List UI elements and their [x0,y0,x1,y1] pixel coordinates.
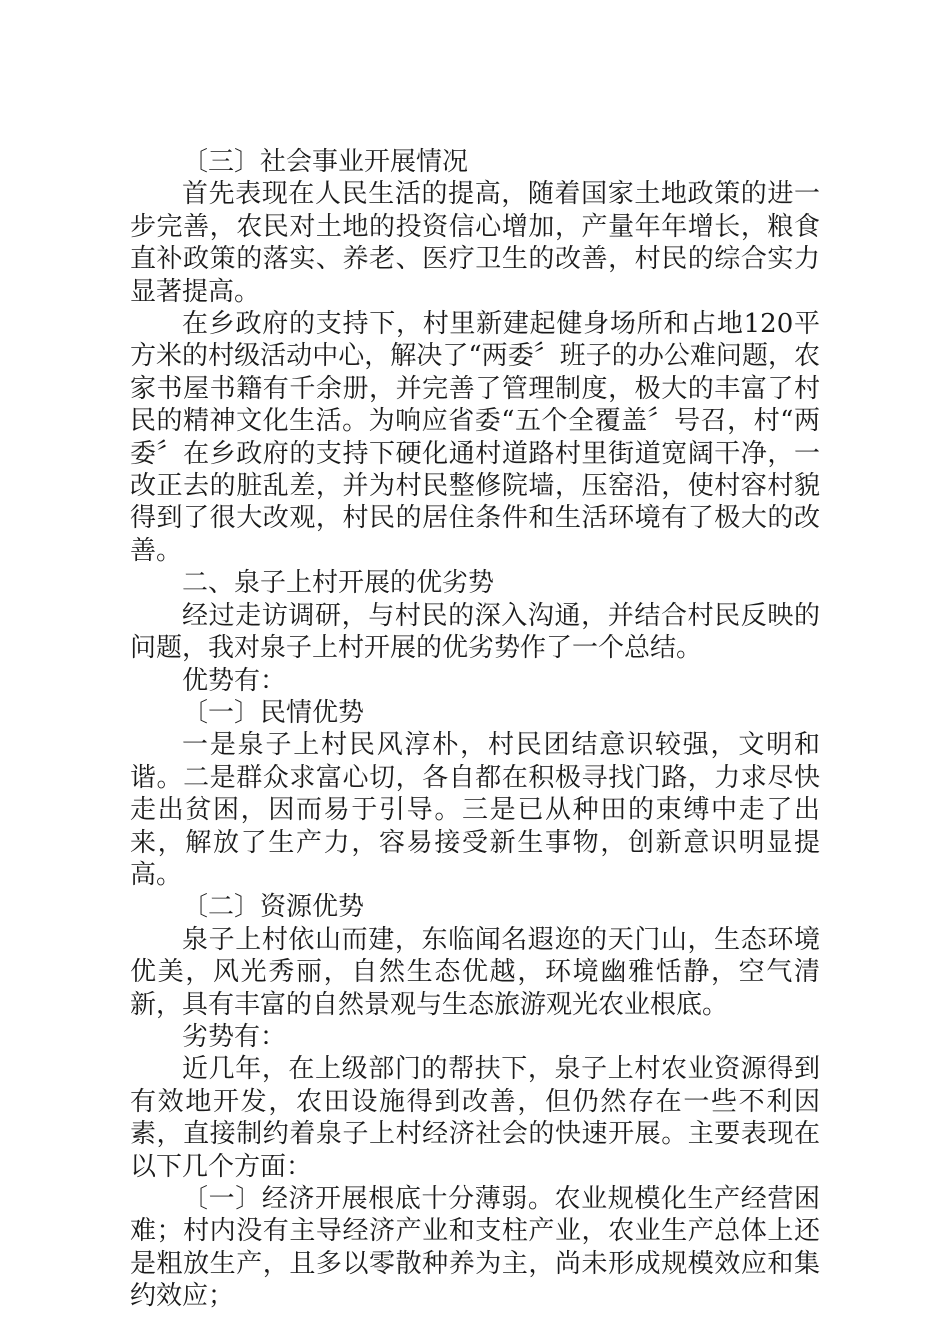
document-body [130,146,820,1313]
paragraph-survey-summary: 经过走访调研，与村民的深入沟通，并结合村民反映的问题，我对泉子上村开展的优劣势作了一个总结。 [130,600,820,664]
paragraph-resource-advantage: 泉子上村依山而建，东临闻名遐迩的天门山，生态环境优美，风光秀丽，自然生态优越，环境幽雅恬静，空气清新，具有丰富的自然景观与生态旅游观光农业根底。 [130,924,820,1020]
label-disadvantages: 劣势有： [182,1021,287,1052]
subheading-folk-advantage: 〔一〕民情优势 [182,697,365,728]
subheading-resource-advantage: 〔二〕资源优势 [182,892,365,923]
label-advantages: 优势有： [182,665,287,696]
paragraph-living-standards: 首先表现在人民生活的提高，随着国家土地政策的进一步完善，农民对土地的投资信心增加，产量年年增长，粮食直补政策的落实、养老、医疗卫生的改善，村民的综合实力显著提高。 [130,179,820,307]
section-heading-social-affairs: 〔三〕社会事业开展情况 [182,147,469,177]
paragraph-village-facilities: 在乡政府的支持下，村里新建起健身场所和占地120平方米的村级活动中心，解决了“两委〞班子的办公难问题，农家书屋书籍有千余册，并完善了管理制度，极大的丰富了村民的精神文化生活。为响应省委“五个全覆盖〞号召，村“两委〞在乡政府的支持下硬化通村道路村里街道宽阔干净，一改正去的脏乱差，并为村民整修院墙，压窑沿，使村容村貌得到了很大改观，村民的居住条件和生活环境有了极大的改善。 [130,309,820,566]
paragraph-disadvantages-intro: 近几年，在上级部门的帮扶下，泉子上村农业资源得到有效地开发，农田设施得到改善，但仍然存在一些不利因素，直接制约着泉子上村经济社会的快速开展。主要表现在以下几个方面： [130,1054,820,1182]
section-heading-pros-cons: 二、泉子上村开展的优劣势 [182,568,495,599]
paragraph-weak-economy: 〔一〕经济开展根底十分薄弱。农业规模化生产经营困难；村内没有主导经济产业和支柱产业，农业生产总体上还是粗放生产，且多以零散种养为主，尚未形成规模效应和集约效应； [130,1184,820,1312]
paragraph-folk-advantage: 一是泉子上村民风淳朴，村民团结意识较强，文明和谐。二是群众求富心切，各自都在积极寻找门路，力求尽快走出贫困，因而易于引导。三是已从种田的束缚中走了出来，解放了生产力，容易接受新生事物，创新意识明显提高。 [130,730,820,890]
